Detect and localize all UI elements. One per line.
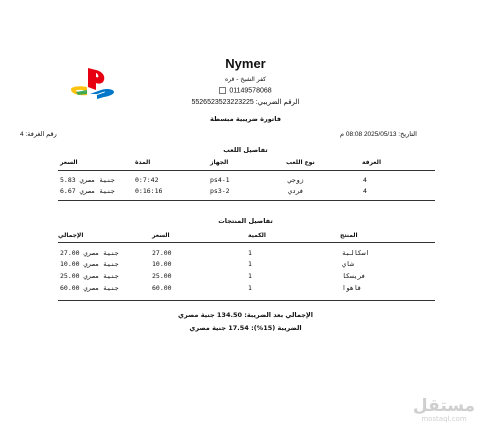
tax-amount: الضريبة (15%): 17.54 جنية مصري bbox=[189, 324, 302, 332]
ps-logo-shapes bbox=[71, 68, 114, 99]
phone-icon bbox=[219, 87, 226, 94]
product-qty: 1 bbox=[248, 272, 252, 280]
product-qty: 1 bbox=[248, 249, 252, 257]
product-qty: 1 bbox=[248, 284, 252, 292]
product-name: فريسكا bbox=[342, 272, 366, 280]
products-col-name: المنتج bbox=[340, 232, 358, 239]
mostaql-watermark bbox=[412, 397, 476, 423]
game-price: جنية مصري 5.83 bbox=[60, 176, 115, 184]
shop-phone: 01149578068 bbox=[229, 87, 272, 95]
invoice-date: التاريخ: 2025/05/13 08:08 م bbox=[340, 131, 417, 138]
invoice-title: فاتورة ضريبية مبسطة bbox=[210, 115, 281, 123]
game-device: ps4-1 bbox=[210, 176, 230, 184]
product-total: جنية مصري 25.00 bbox=[60, 272, 119, 280]
products-col-price: السعر bbox=[152, 232, 170, 239]
games-col-type: نوع اللعب bbox=[286, 159, 315, 166]
product-qty: 1 bbox=[248, 260, 252, 268]
product-price: 10.00 bbox=[152, 260, 172, 268]
watermark-arabic: مستقل bbox=[412, 396, 476, 416]
product-price: 27.00 bbox=[152, 249, 172, 257]
game-device: ps3-2 bbox=[210, 187, 230, 195]
tax-number: الرقم الضريبي: 5526523523223225 bbox=[191, 99, 300, 106]
games-col-device: الجهاز bbox=[210, 159, 229, 166]
game-type: فردي bbox=[288, 187, 304, 195]
playstation-logo bbox=[70, 66, 116, 100]
product-name: اسكالبة bbox=[342, 249, 370, 257]
game-room: 4 bbox=[363, 187, 367, 195]
watermark-latin: mostaql.com bbox=[421, 415, 467, 423]
products-header-rule bbox=[58, 242, 435, 243]
games-header-rule bbox=[58, 170, 435, 171]
product-price: 25.00 bbox=[152, 272, 172, 280]
game-type: زوجي bbox=[288, 176, 304, 184]
game-duration: 0:7:42 bbox=[135, 176, 159, 184]
game-room: 4 bbox=[363, 176, 367, 184]
game-duration: 0:16:16 bbox=[135, 187, 163, 195]
products-bottom-rule bbox=[58, 300, 435, 301]
games-col-room: الغرفة bbox=[362, 159, 381, 166]
product-price: 60.00 bbox=[152, 284, 172, 292]
games-col-price: السعر bbox=[60, 159, 78, 166]
game-price: جنية مصري 6.67 bbox=[60, 187, 115, 195]
product-name: قاهوا bbox=[342, 284, 362, 292]
product-total: جنية مصري 27.00 bbox=[60, 249, 119, 257]
products-section-title: تفاصيل المنتجات bbox=[218, 217, 273, 225]
products-col-qty: الكمية bbox=[248, 232, 266, 239]
room-number: رقم الغرفة: 4 bbox=[20, 131, 57, 138]
product-total: جنية مصري 60.00 bbox=[60, 284, 119, 292]
product-total: جنية مصري 10.00 bbox=[60, 260, 119, 268]
games-bottom-rule bbox=[58, 200, 435, 201]
games-section-title: تفاصيل اللعب bbox=[223, 146, 268, 154]
shop-phone-line bbox=[0, 87, 491, 94]
shop-name: Nymer bbox=[225, 56, 266, 71]
total-after-tax: الإجمالي بعد الضريبة: 134.50 جنية مصري bbox=[178, 311, 313, 319]
product-name: شاي bbox=[342, 260, 354, 268]
games-col-duration: المدة bbox=[135, 159, 151, 166]
products-col-total: الإجمالي bbox=[58, 232, 84, 239]
shop-address: كفر الشيخ - قره bbox=[225, 76, 266, 83]
